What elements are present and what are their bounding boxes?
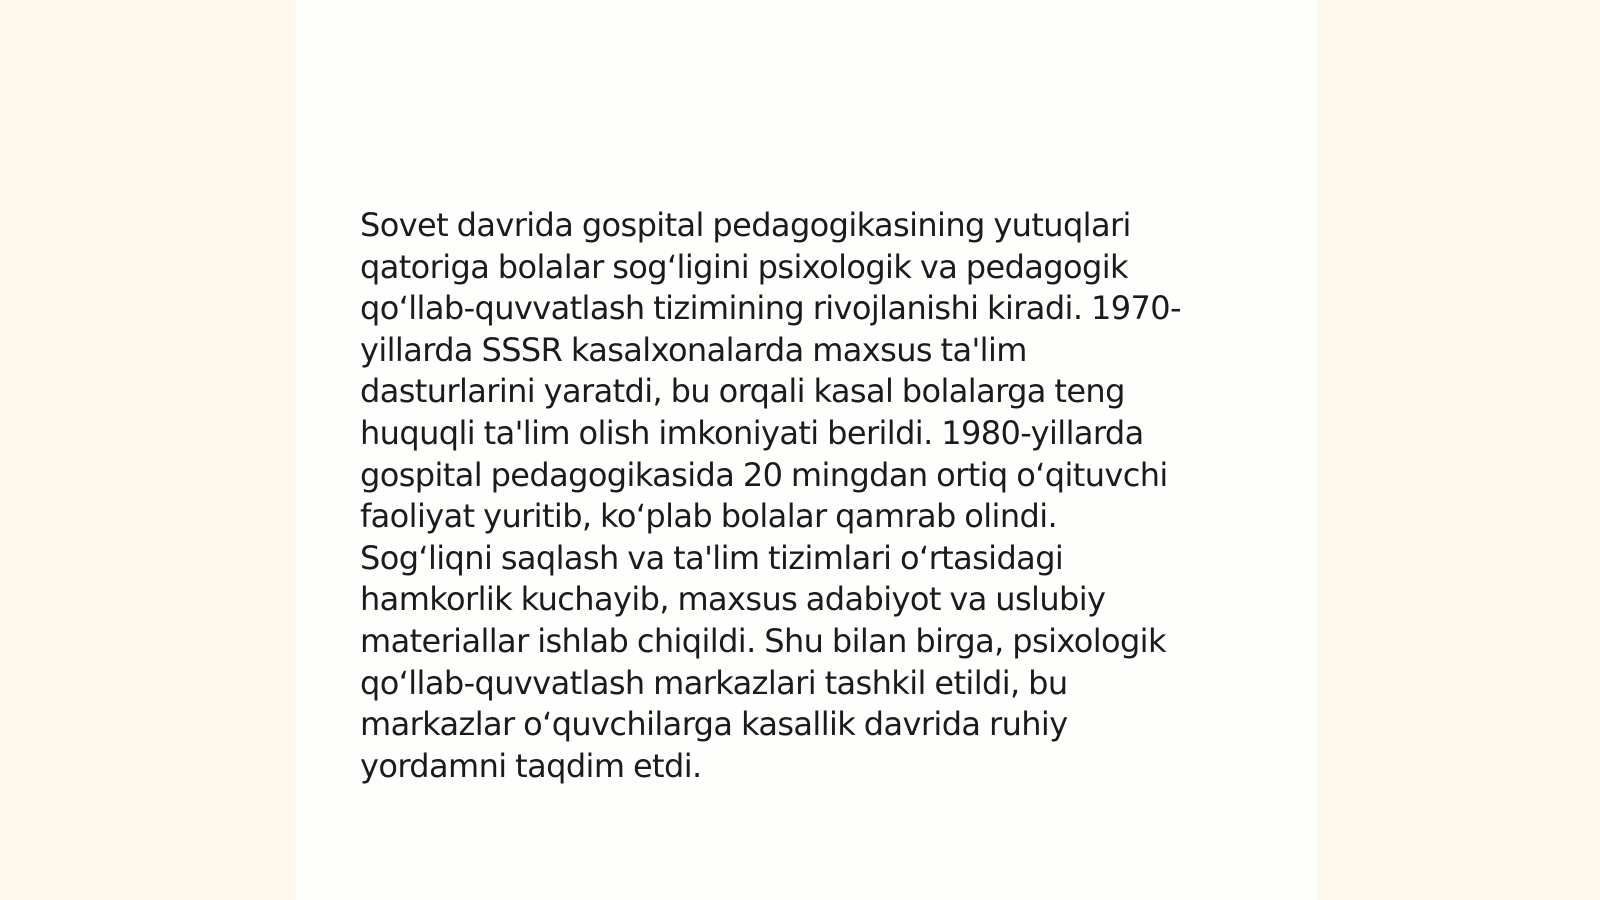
text-line: dasturlarini yaratdi, bu orqali kasal bolalarga teng	[360, 372, 1125, 411]
text-line: Sog‘liqni saqlash va ta'lim tizimlari o‘rtasidagi	[360, 538, 1064, 577]
text-line: qatoriga bolalar sog‘ligini psixologik va pedagogik	[360, 247, 1128, 286]
text-line: gospital pedagogikasida 20 mingdan ortiq o‘qituvchi	[360, 455, 1168, 494]
text-line: yillarda SSSR kasalxonalarda maxsus ta'lim	[360, 330, 1027, 369]
text-line: huquqli ta'lim olish imkoniyati berildi. 1980-yillarda	[360, 413, 1144, 452]
text-line: hamkorlik kuchayib, maxsus adabiyot va uslubiy	[360, 580, 1106, 619]
text-line: qo‘llab-quvvatlash tizimining rivojlanishi kiradi. 1970-	[360, 289, 1181, 328]
text-line: qo‘llab-quvvatlash markazlari tashkil etildi, bu	[360, 663, 1068, 702]
text-line: markazlar o‘quvchilarga kasallik davrida ruhiy	[360, 705, 1068, 744]
text-line: yordamni taqdim etdi.	[360, 746, 702, 785]
text-line: materiallar ishlab chiqildi. Shu bilan birga, psixologik	[360, 621, 1166, 660]
text-line: faoliyat yuritib, ko‘plab bolalar qamrab olindi.	[360, 497, 1058, 536]
body-paragraph	[360, 205, 1240, 787]
text-line: Sovet davrida gospital pedagogikasining yutuqlari	[360, 206, 1131, 244]
document-page	[296, 0, 1318, 900]
